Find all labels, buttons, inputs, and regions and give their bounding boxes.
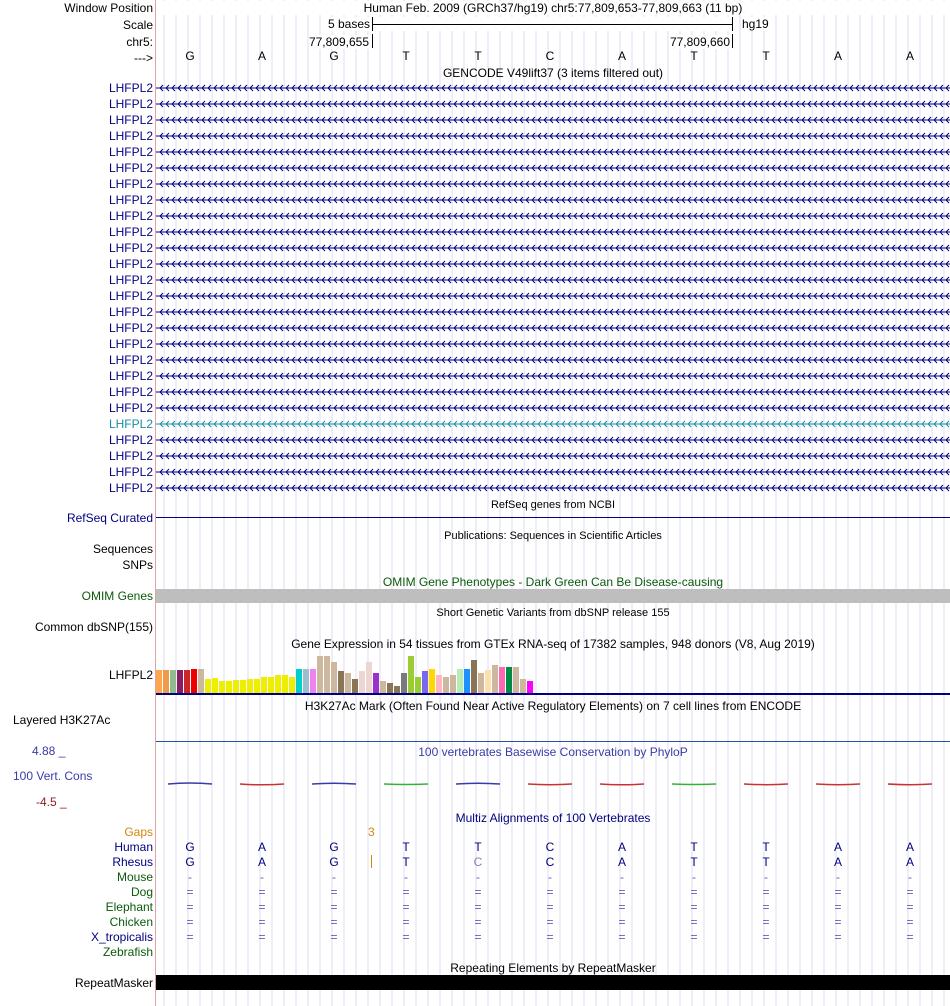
gtex-tissue-bar[interactable] bbox=[492, 665, 498, 694]
species-row bbox=[0, 930, 950, 945]
species-row bbox=[0, 915, 950, 930]
gtex-tissue-bar[interactable] bbox=[233, 680, 239, 694]
species-label[interactable]: Chicken bbox=[109, 915, 153, 929]
gene-label[interactable]: LHFPL2 bbox=[108, 129, 153, 143]
intron-line[interactable] bbox=[156, 464, 950, 480]
aligned-base: C bbox=[545, 840, 555, 854]
gtex-label[interactable]: LHFPL2 bbox=[108, 668, 153, 682]
gene-label[interactable]: LHFPL2 bbox=[108, 81, 153, 95]
gene-label[interactable]: LHFPL2 bbox=[108, 385, 153, 399]
aligned-base: = bbox=[258, 885, 266, 899]
gene-label[interactable]: LHFPL2 bbox=[108, 145, 153, 159]
pos-right-tick bbox=[732, 34, 733, 48]
gtex-tissue-bar[interactable] bbox=[457, 669, 463, 694]
species-label[interactable]: Elephant bbox=[105, 900, 153, 914]
phylop-score-mark bbox=[168, 783, 212, 784]
dbsnp-label[interactable]: Common dbSNP(155) bbox=[34, 620, 153, 634]
phylop-score-mark bbox=[528, 784, 572, 785]
gencode-transcript-row[interactable] bbox=[0, 288, 950, 304]
aligned-base: = bbox=[330, 900, 338, 914]
gene-label[interactable]: LHFPL2 bbox=[108, 113, 153, 127]
aligned-base: - bbox=[404, 870, 408, 884]
aligned-base: = bbox=[546, 930, 554, 944]
aligned-base: - bbox=[476, 870, 480, 884]
intron-line[interactable] bbox=[156, 256, 950, 272]
gtex-tissue-bar[interactable] bbox=[373, 673, 379, 694]
phylop-score-mark bbox=[240, 784, 284, 785]
aligned-base: T bbox=[402, 855, 410, 869]
gene-label[interactable]: LHFPL2 bbox=[108, 449, 153, 463]
aligned-base: - bbox=[620, 870, 624, 884]
gtex-tissue-bar[interactable] bbox=[289, 677, 295, 694]
phylop-plot[interactable] bbox=[156, 770, 950, 800]
gtex-tissue-bar[interactable] bbox=[450, 675, 456, 694]
aligned-base: - bbox=[188, 870, 192, 884]
intron-line[interactable] bbox=[156, 400, 950, 416]
gencode-transcript-row[interactable] bbox=[0, 384, 950, 400]
aligned-base: - bbox=[908, 870, 912, 884]
base-letter: C bbox=[545, 49, 555, 63]
gtex-tissue-bar[interactable] bbox=[464, 669, 470, 694]
multiz-title: Multiz Alignments of 100 Vertebrates bbox=[455, 811, 651, 825]
gencode-transcript-row[interactable] bbox=[0, 400, 950, 416]
omim-label[interactable]: OMIM Genes bbox=[81, 589, 153, 603]
scale-bases: 5 bases bbox=[327, 17, 370, 31]
gtex-tissue-bar[interactable] bbox=[268, 677, 274, 694]
window-position-label: Window Position bbox=[64, 1, 153, 15]
gtex-tissue-bar[interactable] bbox=[261, 677, 267, 694]
aligned-base: T bbox=[762, 840, 770, 854]
sequences-label[interactable]: Sequences bbox=[92, 542, 153, 556]
aligned-base: = bbox=[690, 930, 698, 944]
phylop-score-mark bbox=[816, 784, 860, 785]
aligned-base: = bbox=[834, 885, 842, 899]
species-label[interactable]: Zebrafish bbox=[102, 945, 153, 959]
refseq-label[interactable]: RefSeq Curated bbox=[66, 511, 153, 525]
intron-line[interactable] bbox=[156, 192, 950, 208]
intron-line[interactable] bbox=[156, 272, 950, 288]
phylop-score-mark bbox=[888, 784, 932, 785]
scale-label: Scale bbox=[122, 18, 153, 32]
aligned-base: G bbox=[185, 840, 195, 854]
gtex-tissue-bar[interactable] bbox=[429, 669, 435, 694]
base-letter: G bbox=[185, 49, 195, 63]
aligned-base: = bbox=[618, 900, 626, 914]
aligned-base: - bbox=[764, 870, 768, 884]
aligned-base: = bbox=[906, 900, 914, 914]
gtex-tissue-bar[interactable] bbox=[443, 677, 449, 694]
intron-line[interactable] bbox=[156, 384, 950, 400]
species-label[interactable]: Dog bbox=[130, 885, 153, 899]
gene-label[interactable]: LHFPL2 bbox=[108, 273, 153, 287]
gtex-tissue-bar[interactable] bbox=[352, 679, 358, 694]
aligned-base: = bbox=[762, 885, 770, 899]
repeatmasker-label[interactable]: RepeatMasker bbox=[74, 976, 153, 990]
gene-label[interactable]: LHFPL2 bbox=[108, 433, 153, 447]
species-row bbox=[0, 945, 950, 960]
species-row bbox=[0, 885, 950, 900]
aligned-base: = bbox=[474, 930, 482, 944]
aligned-base: = bbox=[402, 885, 410, 899]
species-label[interactable]: Mouse bbox=[116, 870, 153, 884]
phylop-score-mark bbox=[672, 784, 716, 785]
intron-line[interactable] bbox=[156, 144, 950, 160]
repeatmasker-title: Repeating Elements by RepeatMasker bbox=[450, 961, 656, 975]
aligned-base: = bbox=[186, 885, 194, 899]
aligned-base: = bbox=[690, 885, 698, 899]
gencode-transcript-row[interactable] bbox=[0, 192, 950, 208]
gtex-tissue-bar[interactable] bbox=[240, 680, 246, 694]
gencode-transcript-row[interactable] bbox=[0, 480, 950, 496]
base-letter: A bbox=[905, 49, 914, 63]
gene-label[interactable]: LHFPL2 bbox=[108, 321, 153, 335]
aligned-base: C bbox=[545, 855, 555, 869]
aligned-base: A bbox=[617, 840, 626, 854]
phylop-score-mark bbox=[600, 784, 644, 785]
gene-label[interactable]: LHFPL2 bbox=[108, 241, 153, 255]
aligned-base: T bbox=[474, 840, 482, 854]
aligned-base: - bbox=[260, 870, 264, 884]
species-label[interactable]: Human bbox=[114, 840, 153, 854]
gencode-transcript-row[interactable] bbox=[0, 112, 950, 128]
aligned-base: = bbox=[906, 930, 914, 944]
h3k27ac-title: H3K27Ac Mark (Often Found Near Active Regulatory Elements) on 7 cell lines from ENCODE bbox=[304, 699, 802, 713]
gencode-transcript-row[interactable] bbox=[0, 256, 950, 272]
gencode-transcript-row[interactable] bbox=[0, 336, 950, 352]
gtex-tissue-bar[interactable] bbox=[198, 669, 204, 694]
gtex-tissue-bar[interactable] bbox=[436, 675, 442, 694]
species-row bbox=[0, 840, 950, 855]
aligned-base: = bbox=[762, 930, 770, 944]
gene-label[interactable]: LHFPL2 bbox=[108, 177, 153, 191]
base-letter: T bbox=[690, 49, 698, 63]
gtex-tissue-bar[interactable] bbox=[170, 670, 176, 694]
aligned-base: A bbox=[833, 855, 842, 869]
aligned-base: - bbox=[692, 870, 696, 884]
pos-right: 77,809,660 bbox=[669, 35, 730, 49]
aligned-base: = bbox=[186, 900, 194, 914]
base-letter: A bbox=[257, 49, 266, 63]
aligned-base: = bbox=[546, 900, 554, 914]
pos-left: 77,809,655 bbox=[308, 35, 369, 49]
scale-bar bbox=[372, 17, 733, 31]
species-label[interactable]: Rhesus bbox=[112, 855, 153, 869]
gtex-tissue-bar[interactable] bbox=[338, 671, 344, 694]
gtex-tissue-bar[interactable] bbox=[471, 660, 477, 694]
intron-line[interactable] bbox=[156, 80, 950, 96]
aligned-base: = bbox=[546, 915, 554, 929]
aligned-base: = bbox=[330, 885, 338, 899]
aligned-base: = bbox=[906, 915, 914, 929]
gtex-tissue-bar[interactable] bbox=[422, 671, 428, 694]
aligned-base: T bbox=[402, 840, 410, 854]
aligned-base: = bbox=[402, 900, 410, 914]
gtex-tissue-bar[interactable] bbox=[513, 667, 519, 694]
species-row bbox=[0, 855, 950, 870]
gencode-transcript-row[interactable] bbox=[0, 160, 950, 176]
intron-line[interactable] bbox=[156, 128, 950, 144]
phylop-title: 100 vertebrates Basewise Conservation by PhyloP bbox=[418, 745, 688, 759]
aligned-base: = bbox=[546, 885, 554, 899]
gtex-bar-chart[interactable] bbox=[156, 650, 536, 694]
gene-label[interactable]: LHFPL2 bbox=[108, 225, 153, 239]
aligned-base: = bbox=[474, 885, 482, 899]
intron-line[interactable] bbox=[156, 416, 950, 432]
gtex-tissue-bar[interactable] bbox=[191, 669, 197, 694]
gene-label[interactable]: LHFPL2 bbox=[108, 337, 153, 351]
aligned-base: = bbox=[834, 915, 842, 929]
aligned-base: = bbox=[258, 930, 266, 944]
base-letter: A bbox=[617, 49, 626, 63]
base-letter: A bbox=[833, 49, 842, 63]
gene-label[interactable]: LHFPL2 bbox=[108, 97, 153, 111]
gtex-tissue-bar[interactable] bbox=[275, 675, 281, 694]
intron-line[interactable] bbox=[156, 480, 950, 496]
base-letter: T bbox=[402, 49, 410, 63]
aligned-base: T bbox=[762, 855, 770, 869]
aligned-base: = bbox=[474, 900, 482, 914]
aligned-base: C bbox=[473, 855, 483, 869]
intron-line[interactable] bbox=[156, 160, 950, 176]
phylop-score-mark bbox=[744, 784, 788, 785]
aligned-base: A bbox=[617, 855, 626, 869]
aligned-base: = bbox=[618, 915, 626, 929]
gtex-tissue-bar[interactable] bbox=[485, 670, 491, 694]
gencode-transcript-row[interactable] bbox=[0, 320, 950, 336]
intron-line[interactable] bbox=[156, 288, 950, 304]
snps-label[interactable]: SNPs bbox=[122, 558, 153, 572]
aligned-base: = bbox=[258, 915, 266, 929]
aligned-base: G bbox=[185, 855, 195, 869]
gtex-tissue-bar[interactable] bbox=[163, 670, 169, 694]
intron-line[interactable] bbox=[156, 432, 950, 448]
gaps-label[interactable]: Gaps bbox=[124, 825, 153, 839]
gtex-tissue-bar[interactable] bbox=[478, 673, 484, 694]
gtex-baseline bbox=[156, 693, 950, 695]
aligned-base: T bbox=[690, 855, 698, 869]
intron-line[interactable] bbox=[156, 240, 950, 256]
intron-line[interactable] bbox=[156, 96, 950, 112]
gtex-tissue-bar[interactable] bbox=[184, 670, 190, 694]
aligned-base: = bbox=[690, 900, 698, 914]
aligned-base: = bbox=[186, 930, 194, 944]
gene-label[interactable]: LHFPL2 bbox=[108, 209, 153, 223]
species-row bbox=[0, 870, 950, 885]
gene-label[interactable]: LHFPL2 bbox=[108, 353, 153, 367]
aligned-base: = bbox=[330, 915, 338, 929]
intron-line[interactable] bbox=[156, 176, 950, 192]
aligned-base: = bbox=[618, 885, 626, 899]
phylop-label[interactable]: 100 Vert. Cons bbox=[13, 769, 93, 783]
phylop-min-label: -4.5 _ bbox=[36, 795, 67, 809]
gene-label[interactable]: LHFPL2 bbox=[108, 161, 153, 175]
intron-line[interactable] bbox=[156, 224, 950, 240]
gene-label[interactable]: LHFPL2 bbox=[108, 465, 153, 479]
aligned-base: G bbox=[329, 840, 339, 854]
gtex-tissue-bar[interactable] bbox=[366, 662, 372, 694]
gencode-transcript-row[interactable] bbox=[0, 464, 950, 480]
gencode-transcript-row[interactable] bbox=[0, 240, 950, 256]
gtex-tissue-bar[interactable] bbox=[212, 678, 218, 694]
aligned-base: = bbox=[834, 930, 842, 944]
intron-line[interactable] bbox=[156, 320, 950, 336]
aligned-base: = bbox=[618, 930, 626, 944]
gtex-tissue-bar[interactable] bbox=[247, 679, 253, 694]
aligned-base: = bbox=[402, 915, 410, 929]
gtex-tissue-bar[interactable] bbox=[408, 656, 414, 694]
gencode-transcript-row[interactable] bbox=[0, 128, 950, 144]
aligned-base: G bbox=[329, 855, 339, 869]
gtex-tissue-bar[interactable] bbox=[331, 662, 337, 694]
intron-line[interactable] bbox=[156, 352, 950, 368]
gencode-transcript-row[interactable] bbox=[0, 144, 950, 160]
scale-assembly: hg19 bbox=[742, 17, 769, 31]
phylop-max-label: 4.88 _ bbox=[32, 744, 66, 758]
gtex-tissue-bar[interactable] bbox=[317, 656, 323, 694]
base-letter: G bbox=[329, 49, 339, 63]
aligned-base: = bbox=[906, 885, 914, 899]
gtex-tissue-bar[interactable] bbox=[310, 669, 316, 694]
base-letter: T bbox=[762, 49, 770, 63]
aligned-base: A bbox=[257, 855, 266, 869]
gtex-tissue-bar[interactable] bbox=[156, 670, 162, 694]
gene-label[interactable]: LHFPL2 bbox=[108, 481, 153, 495]
omim-feature[interactable] bbox=[156, 589, 950, 603]
aligned-base: T bbox=[690, 840, 698, 854]
gtex-title: Gene Expression in 54 tissues from GTEx RNA-seq of 17382 samples, 948 donors (V8, Aug 2019) bbox=[291, 637, 815, 651]
phylop-score-mark bbox=[312, 783, 356, 784]
aligned-base: = bbox=[474, 915, 482, 929]
aligned-base: = bbox=[186, 915, 194, 929]
aligned-base: A bbox=[905, 840, 914, 854]
gtex-tissue-bar[interactable] bbox=[401, 673, 407, 694]
gtex-tissue-bar[interactable] bbox=[282, 675, 288, 694]
base-letter: T bbox=[474, 49, 482, 63]
omim-title: OMIM Gene Phenotypes - Dark Green Can Be Disease-causing bbox=[382, 575, 724, 589]
dbsnp-title: Short Genetic Variants from dbSNP release 155 bbox=[436, 607, 670, 619]
aligned-base: = bbox=[258, 900, 266, 914]
aligned-base: = bbox=[762, 915, 770, 929]
aligned-base: = bbox=[330, 930, 338, 944]
strand-label: ---> bbox=[134, 51, 153, 65]
gene-label[interactable]: LHFPL2 bbox=[108, 289, 153, 303]
species-label[interactable]: X_tropicalis bbox=[90, 930, 153, 944]
gencode-transcript-row[interactable] bbox=[0, 176, 950, 192]
aligned-base: = bbox=[402, 930, 410, 944]
gene-label[interactable]: LHFPL2 bbox=[108, 193, 153, 207]
aligned-base: A bbox=[833, 840, 842, 854]
aligned-base: - bbox=[836, 870, 840, 884]
gencode-transcript-row[interactable] bbox=[0, 304, 950, 320]
gtex-tissue-bar[interactable] bbox=[177, 670, 183, 694]
h3k27ac-line bbox=[156, 741, 950, 742]
aligned-base: A bbox=[257, 840, 266, 854]
refseq-feature[interactable] bbox=[156, 517, 950, 518]
gencode-transcript-row[interactable] bbox=[0, 432, 950, 448]
aligned-base: = bbox=[762, 900, 770, 914]
insertion-marker bbox=[371, 855, 372, 868]
species-row bbox=[0, 900, 950, 915]
intron-line[interactable] bbox=[156, 368, 950, 384]
intron-line[interactable] bbox=[156, 336, 950, 352]
gencode-title: GENCODE V49lift37 (3 items filtered out) bbox=[442, 66, 664, 80]
gtex-tissue-bar[interactable] bbox=[506, 667, 512, 694]
intron-line[interactable] bbox=[156, 304, 950, 320]
gencode-transcript-row[interactable] bbox=[0, 208, 950, 224]
gencode-transcript-row[interactable] bbox=[0, 96, 950, 112]
pos-left-tick bbox=[372, 34, 373, 48]
publications-title: Publications: Sequences in Scientific Articles bbox=[444, 530, 662, 542]
aligned-base: A bbox=[905, 855, 914, 869]
gtex-tissue-bar[interactable] bbox=[345, 673, 351, 694]
aligned-base: = bbox=[834, 900, 842, 914]
gtex-tissue-bar[interactable] bbox=[254, 679, 260, 694]
gene-label[interactable]: LHFPL2 bbox=[108, 305, 153, 319]
gtex-tissue-bar[interactable] bbox=[520, 679, 526, 694]
gencode-transcript-row[interactable] bbox=[0, 272, 950, 288]
intron-line[interactable] bbox=[156, 448, 950, 464]
gtex-tissue-bar[interactable] bbox=[296, 669, 302, 694]
gencode-transcript-row[interactable] bbox=[0, 80, 950, 96]
gencode-transcript-row[interactable] bbox=[0, 352, 950, 368]
phylop-score-mark bbox=[384, 784, 428, 785]
gtex-tissue-bar[interactable] bbox=[324, 656, 330, 694]
gene-label[interactable]: LHFPL2 bbox=[108, 401, 153, 415]
gtex-tissue-bar[interactable] bbox=[303, 669, 309, 694]
aligned-base: - bbox=[332, 870, 336, 884]
intron-line[interactable] bbox=[156, 208, 950, 224]
aligned-base: - bbox=[548, 870, 552, 884]
phylop-score-mark bbox=[456, 783, 500, 784]
gene-label[interactable]: LHFPL2 bbox=[108, 369, 153, 383]
aligned-base: = bbox=[690, 915, 698, 929]
gtex-tissue-bar[interactable] bbox=[499, 667, 505, 694]
intron-line[interactable] bbox=[156, 112, 950, 128]
repeatmasker-feature[interactable] bbox=[156, 975, 950, 990]
window-position-value: Human Feb. 2009 (GRCh37/hg19) chr5:77,809,653-77,809,663 (11 bp) bbox=[156, 1, 950, 15]
gtex-tissue-bar[interactable] bbox=[359, 671, 365, 694]
gencode-transcript-row[interactable] bbox=[0, 416, 950, 432]
gtex-tissue-bar[interactable] bbox=[415, 677, 421, 694]
gap-count: 3 bbox=[368, 825, 375, 839]
base-sequence bbox=[0, 49, 950, 64]
gene-label[interactable]: LHFPL2 bbox=[108, 257, 153, 271]
gtex-tissue-bar[interactable] bbox=[205, 679, 211, 694]
gencode-transcript-row[interactable] bbox=[0, 224, 950, 240]
h3k27ac-label[interactable]: Layered H3K27Ac bbox=[13, 713, 111, 727]
gencode-transcript-row[interactable] bbox=[0, 448, 950, 464]
refseq-title: RefSeq genes from NCBI bbox=[490, 499, 616, 511]
chrom-label: chr5: bbox=[126, 35, 153, 49]
gene-label[interactable]: LHFPL2 bbox=[108, 417, 153, 431]
gencode-transcript-row[interactable] bbox=[0, 368, 950, 384]
